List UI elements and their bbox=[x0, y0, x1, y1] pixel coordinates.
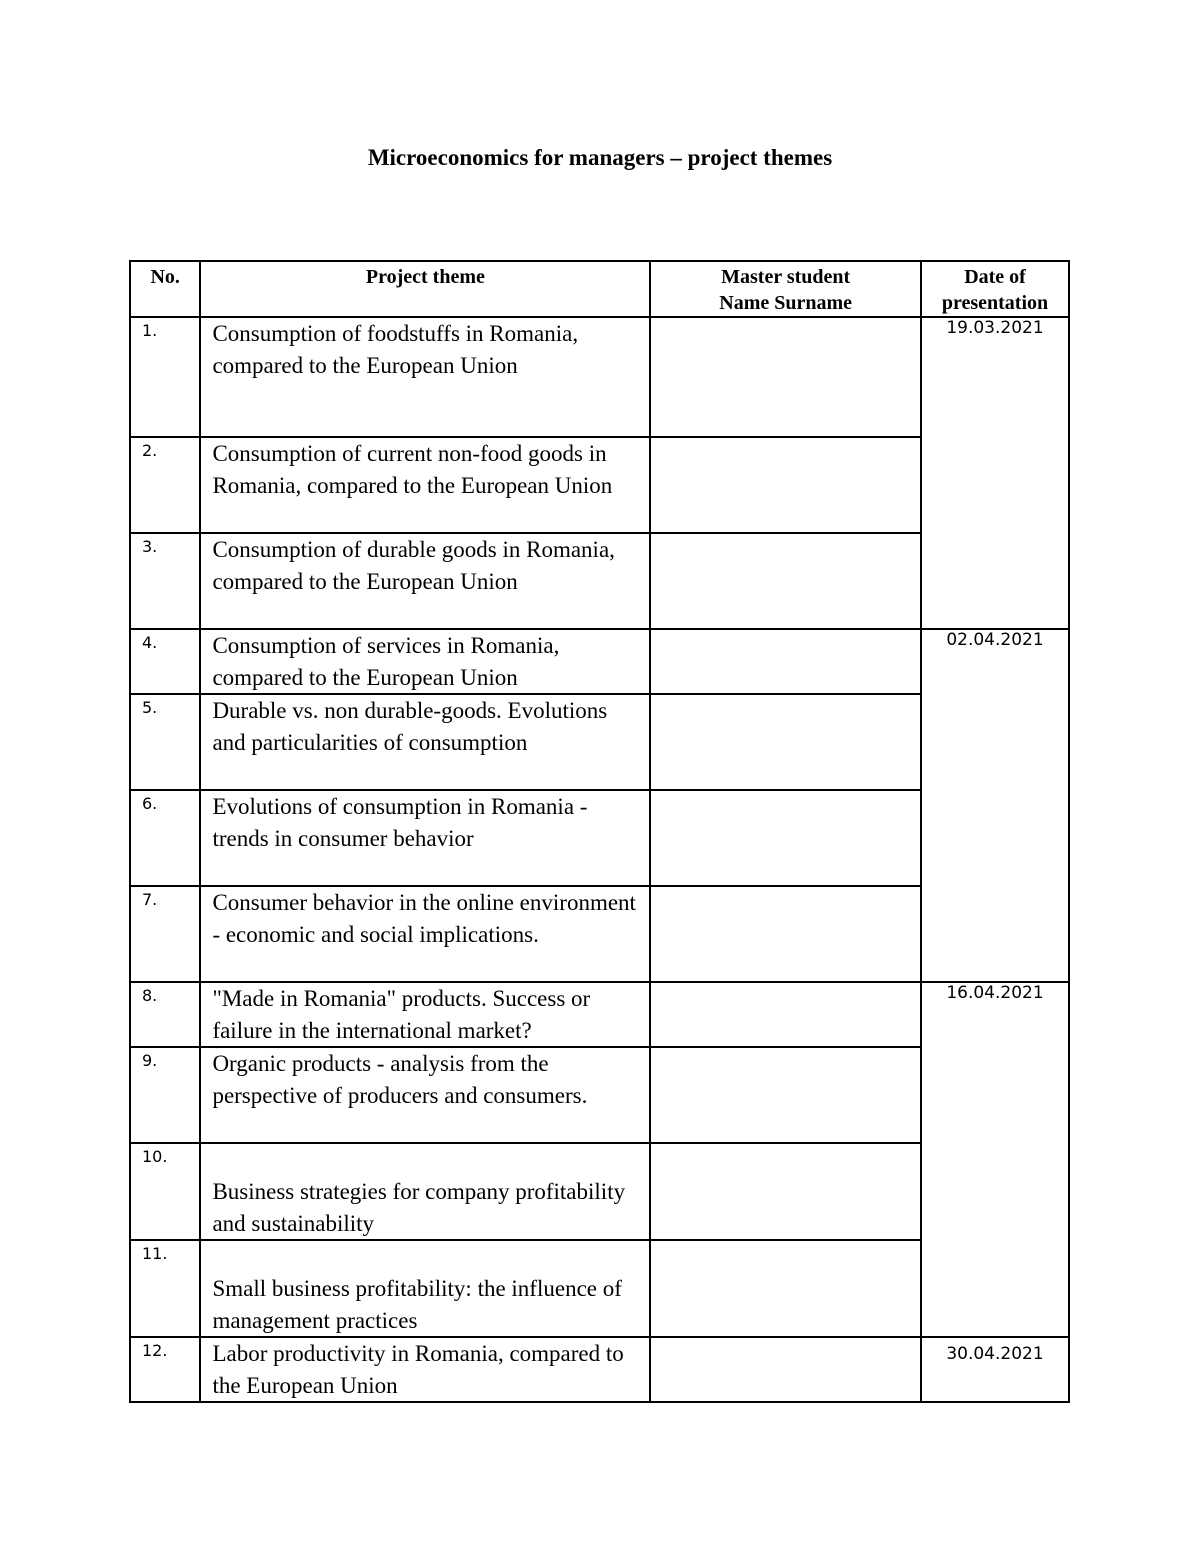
student-name-cell[interactable] bbox=[650, 982, 921, 1047]
table-row bbox=[130, 317, 1069, 437]
row-number: 11. bbox=[130, 1240, 200, 1337]
project-theme-cell: Consumption of services in Romania, compared to the European Union bbox=[200, 629, 650, 694]
row-number: 1. bbox=[130, 317, 200, 437]
student-name-cell[interactable] bbox=[650, 886, 921, 982]
header-student bbox=[650, 261, 921, 317]
project-theme-cell: Durable vs. non durable-goods. Evolutions and particularities of consumption bbox=[200, 694, 650, 790]
row-number: 9. bbox=[130, 1047, 200, 1143]
project-theme-cell: Labor productivity in Romania, compared to the European Union bbox=[200, 1337, 650, 1402]
row-number: 10. bbox=[130, 1143, 200, 1240]
student-name-cell[interactable] bbox=[650, 694, 921, 790]
row-number: 6. bbox=[130, 790, 200, 886]
presentation-date-cell: 19.03.2021 bbox=[921, 317, 1069, 629]
student-name-cell[interactable] bbox=[650, 533, 921, 629]
student-name-cell[interactable] bbox=[650, 790, 921, 886]
student-name-cell[interactable] bbox=[650, 1047, 921, 1143]
student-name-cell[interactable] bbox=[650, 437, 921, 533]
student-name-cell[interactable] bbox=[650, 317, 921, 437]
header-theme: Project theme bbox=[200, 261, 650, 317]
header-student-line2: Name Surname bbox=[719, 292, 853, 314]
project-theme-cell: Consumption of durable goods in Romania, compared to the European Union bbox=[200, 533, 650, 629]
table-header-row bbox=[130, 261, 1069, 317]
student-name-cell[interactable] bbox=[650, 1143, 921, 1240]
presentation-date-cell: 16.04.2021 bbox=[921, 982, 1069, 1337]
row-number: 4. bbox=[130, 629, 200, 694]
header-date-line1: Date of bbox=[964, 266, 1026, 288]
row-number: 2. bbox=[130, 437, 200, 533]
project-theme-cell: Consumer behavior in the online environment - economic and social implications. bbox=[200, 886, 650, 982]
table-row bbox=[130, 1337, 1069, 1402]
presentation-date-cell: 30.04.2021 bbox=[921, 1337, 1069, 1402]
table-row bbox=[130, 982, 1069, 1047]
row-number: 5. bbox=[130, 694, 200, 790]
presentation-date-cell: 02.04.2021 bbox=[921, 629, 1069, 982]
project-theme-cell: Consumption of foodstuffs in Romania, compared to the European Union bbox=[200, 317, 650, 437]
student-name-cell[interactable] bbox=[650, 1240, 921, 1337]
header-no: No. bbox=[130, 261, 200, 317]
row-number: 7. bbox=[130, 886, 200, 982]
page-title: Microeconomics for managers – project themes bbox=[367, 145, 833, 170]
project-theme-cell: Business strategies for company profitability and sustainability bbox=[200, 1143, 650, 1240]
row-number: 12. bbox=[130, 1337, 200, 1402]
project-theme-cell: Small business profitability: the influence of management practices bbox=[200, 1240, 650, 1337]
header-student-line1: Master student bbox=[721, 266, 851, 288]
student-name-cell[interactable] bbox=[650, 629, 921, 694]
project-theme-cell: "Made in Romania" products. Success or failure in the international market? bbox=[200, 982, 650, 1047]
row-number: 8. bbox=[130, 982, 200, 1047]
project-theme-cell: Evolutions of consumption in Romania - trends in consumer behavior bbox=[200, 790, 650, 886]
project-theme-cell: Organic products - analysis from the perspective of producers and consumers. bbox=[200, 1047, 650, 1143]
row-number: 3. bbox=[130, 533, 200, 629]
header-date bbox=[921, 261, 1069, 317]
table-row bbox=[130, 629, 1069, 694]
student-name-cell[interactable] bbox=[650, 1337, 921, 1402]
header-date-line2: presentation bbox=[941, 292, 1049, 314]
project-themes-table bbox=[129, 260, 1070, 1403]
project-theme-cell: Consumption of current non-food goods in Romania, compared to the European Union bbox=[200, 437, 650, 533]
